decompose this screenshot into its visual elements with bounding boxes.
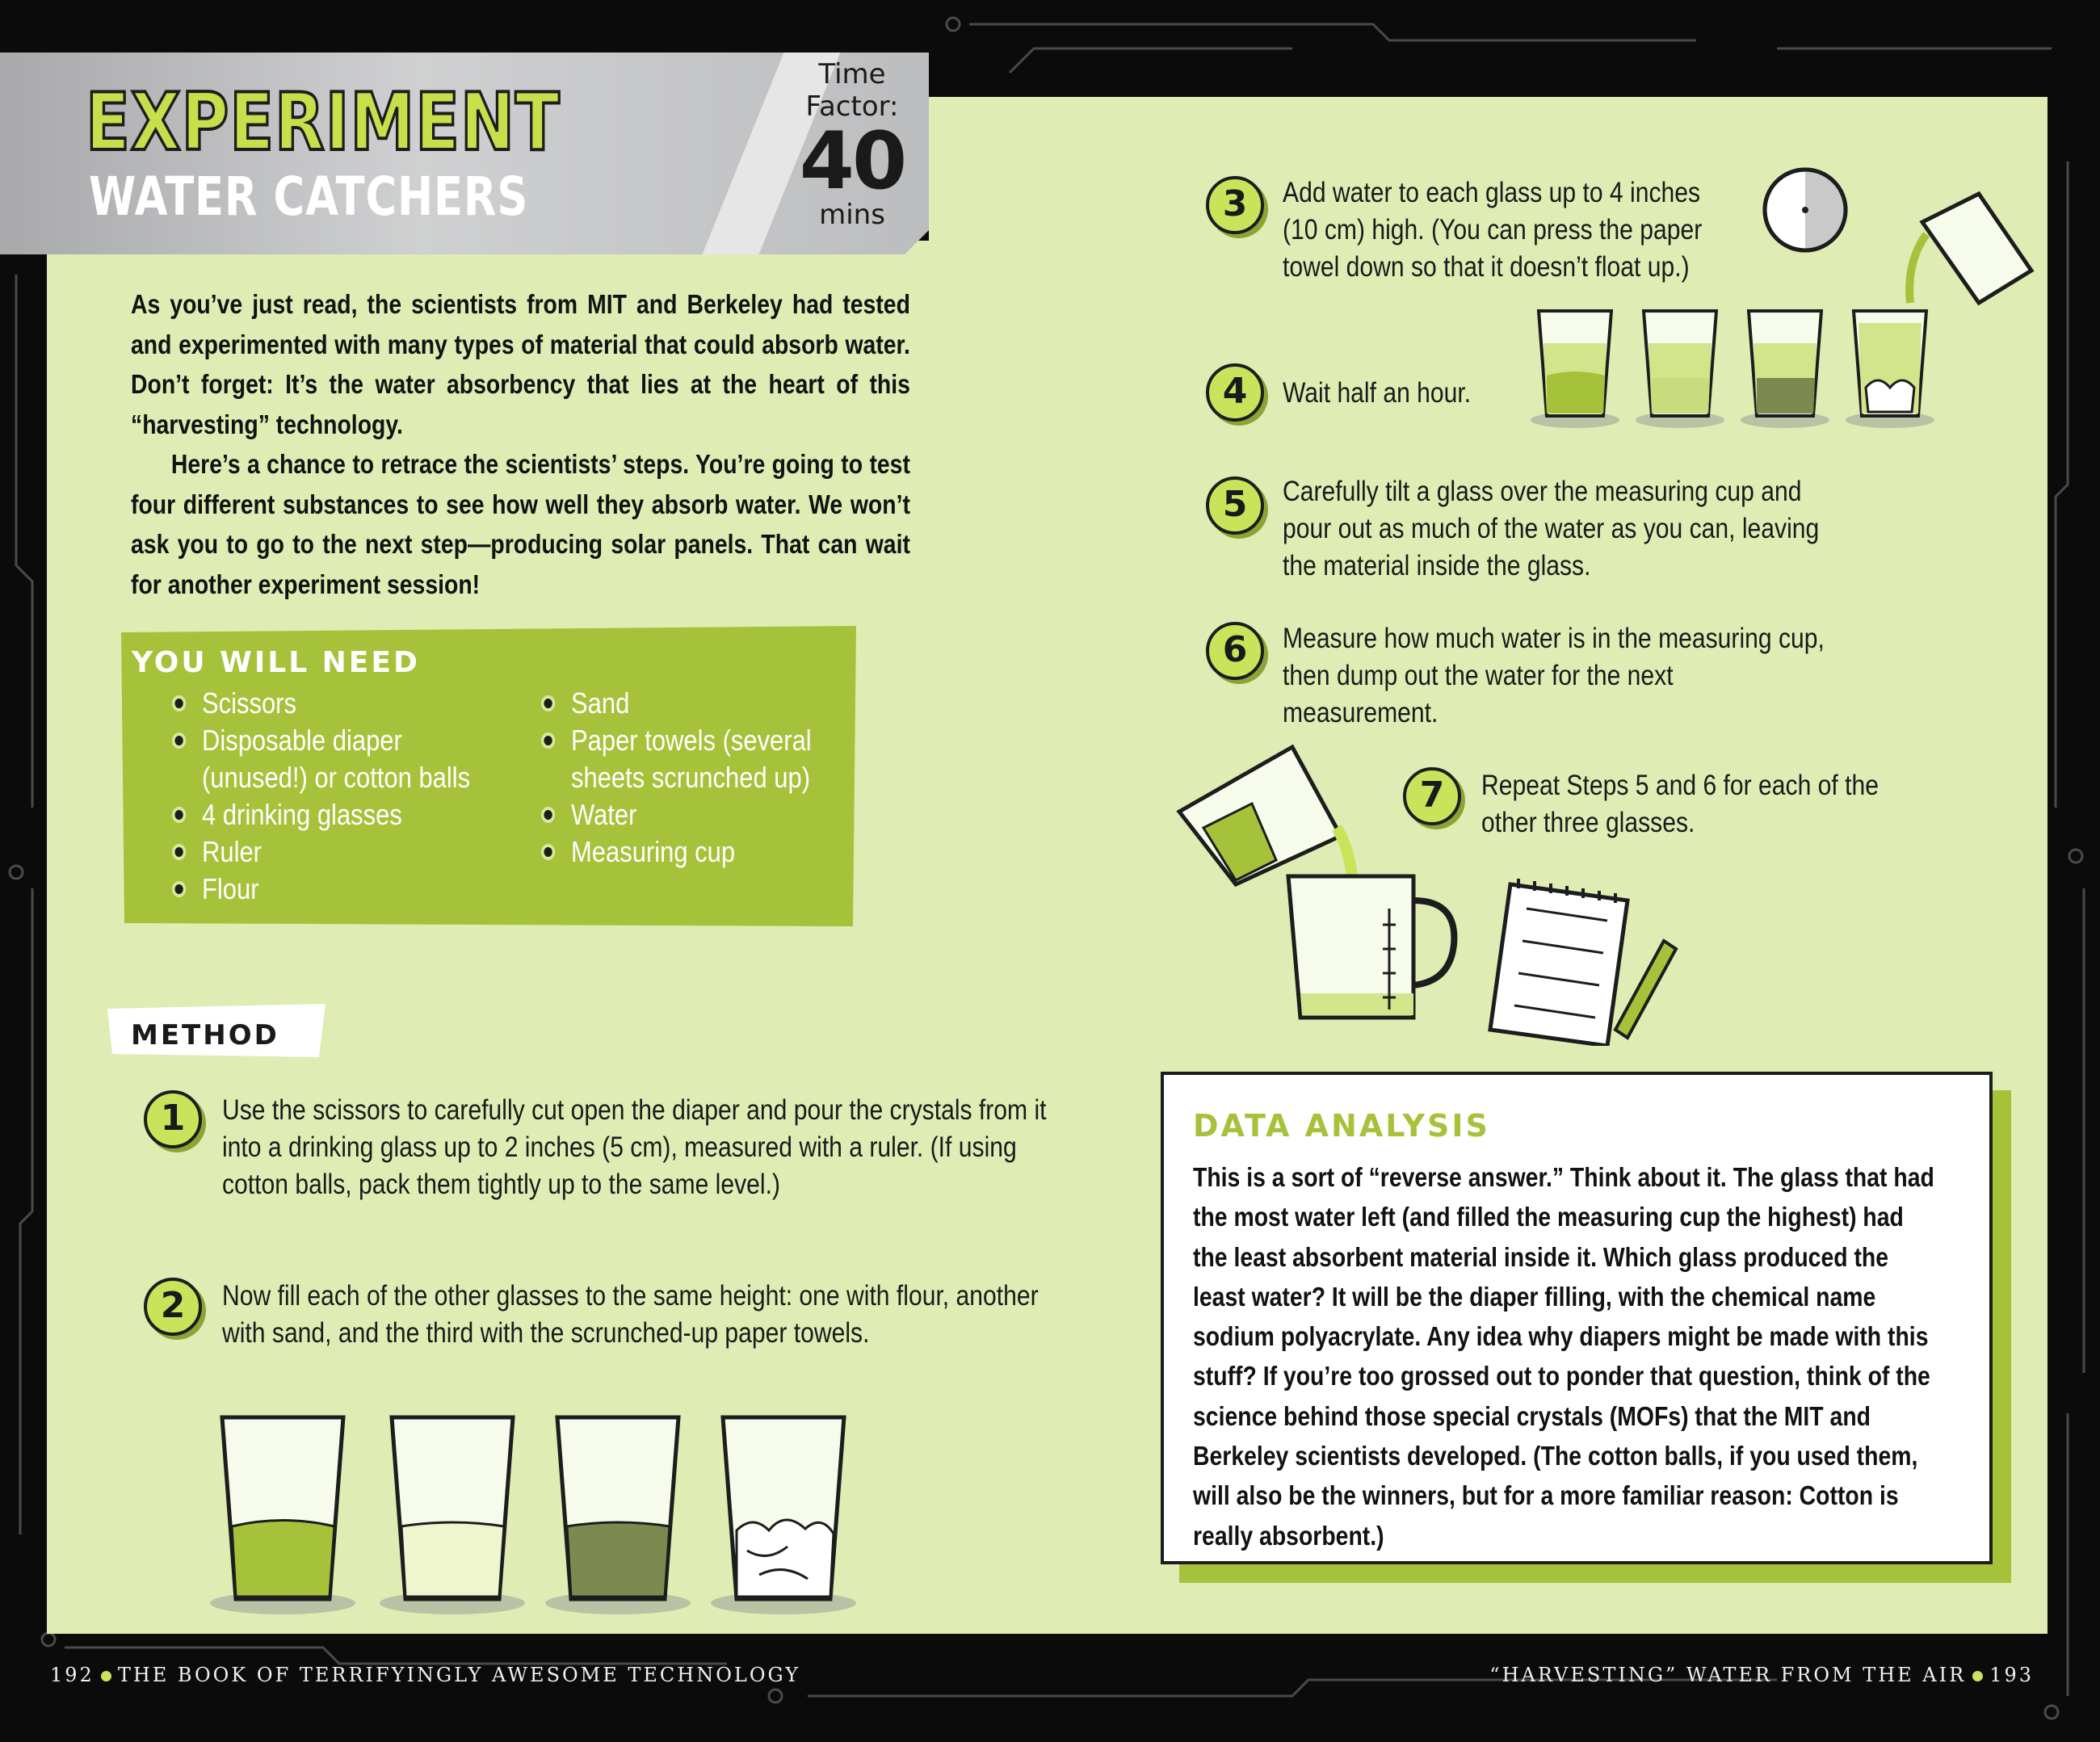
step-6-number: 6: [1206, 622, 1264, 680]
supply-item: Measuring cup: [571, 833, 812, 871]
water-glass-4: [1846, 311, 1934, 428]
bullet-icon: [172, 844, 186, 860]
page-number-left: 192: [50, 1664, 94, 1686]
footer-dot-icon: [1972, 1671, 1983, 1681]
water-glass-2: [1636, 311, 1724, 428]
supply-item: Paper towels (several: [571, 722, 812, 759]
step-4-text: Wait half an hour.: [1283, 377, 1472, 409]
time-factor-box: [788, 58, 917, 244]
intro-paragraph-2: Here’s a chance to retrace the scientists’ steps. You’re going to test four different substances to see how well they absorb water. We won’t ask you to go to the next step—producing solar panels. That can wait for another experiment session!: [131, 449, 910, 599]
bullet-icon: [172, 881, 186, 897]
supply-item: Sand: [571, 685, 812, 722]
water-glass-1: [1531, 311, 1619, 428]
footer-left: [50, 1664, 800, 1686]
supply-item-continued: (unused!) or cotton balls: [202, 761, 471, 794]
time-unit: mins: [819, 199, 885, 231]
bullet-icon: [172, 732, 186, 749]
step-3-text: Add water to each glass up to 4 inches (10 cm) high. (You can press the paper towel down so that it doesn’t float up.): [1283, 177, 1703, 283]
supply-item-continued: sheets scrunched up): [571, 761, 811, 794]
supply-item: Scissors: [202, 685, 470, 722]
step-7-number: 7: [1403, 767, 1461, 825]
experiment-subtitle: WATER CATCHERS: [89, 166, 529, 228]
time-label: Time: [818, 58, 886, 90]
pouring-jug-icon: [1909, 194, 2031, 303]
supply-item: Flour: [202, 871, 470, 908]
step-1-number: 1: [144, 1090, 202, 1148]
method-title: METHOD: [131, 1019, 279, 1051]
time-value: 40: [799, 115, 905, 208]
four-glasses-illustration: [210, 1409, 856, 1623]
footer-right: [1489, 1664, 2034, 1686]
supplies-list-left: [202, 685, 514, 908]
water-glasses-illustration: [1527, 166, 2043, 432]
factor-label: Factor:: [805, 90, 899, 123]
pen-icon: [1615, 941, 1676, 1038]
supply-item: 4 drinking glasses: [202, 796, 470, 833]
glass-diaper-crystals: [210, 1417, 355, 1614]
notepad-icon: [1490, 879, 1628, 1046]
bullet-icon: [541, 695, 555, 711]
water-glass-3: [1741, 311, 1829, 428]
experiment-title: EXPERIMENT: [86, 77, 561, 169]
glass-flour: [380, 1417, 525, 1614]
bullet-icon: [541, 732, 555, 749]
intro-paragraph-1: As you’ve just read, the scientists from MIT and Berkeley had tested and experimented with many types of material that could absorb water. Don’t forget: It’s the water absorbency that lies at the heart of this “harvesting” technology.: [131, 289, 910, 439]
bullet-icon: [541, 807, 555, 823]
measuring-illustration: [1171, 739, 1696, 1046]
data-analysis-text: This is a sort of “reverse answer.” Think about it. The glass that had the most water left (and filled the measuring cup the highest) had the least absorbent material inside it. Which glass produced the least water? It will be the diaper filling, with the chemical name sodium polyacrylate. Any idea why diapers might be made with this stuff? If you’re too grossed out to ponder that question, think of the science behind those special crystals (MOFs) that the MIT and Berkeley scientists developed. (The cotton balls, if you used them, will also be the winners, but for a more familiar reason: Cotton is really absorbent.): [1193, 1162, 1934, 1551]
step-4-number: 4: [1206, 363, 1264, 422]
bullet-icon: [172, 807, 186, 823]
step-7-text: Repeat Steps 5 and 6 for each of the other three glasses.: [1481, 770, 1879, 838]
you-will-need-title: YOU WILL NEED: [132, 646, 420, 679]
supply-item: Water: [571, 796, 812, 833]
step-5-text: Carefully tilt a glass over the measuring cup and pour out as much of the water as you can, leaving the material inside the glass.: [1283, 476, 1820, 581]
supply-item: Disposable diaper: [202, 722, 470, 759]
step-3-number: 3: [1206, 176, 1264, 234]
clock-icon: [1765, 170, 1846, 250]
step-2-number: 2: [144, 1278, 202, 1336]
chapter-title: “HARVESTING” WATER FROM THE AIR: [1489, 1664, 1967, 1686]
bullet-icon: [172, 695, 186, 711]
data-analysis-title: DATA ANALYSIS: [1193, 1108, 1490, 1144]
supply-item: Ruler: [202, 833, 470, 871]
page-number-right: 193: [1989, 1664, 2034, 1686]
book-title: THE BOOK OF TERRIFYINGLY AWESOME TECHNOLOGY: [117, 1664, 801, 1686]
glass-paper-towels: [711, 1417, 856, 1614]
step-1-text: Use the scissors to carefully cut open the diaper and pour the crystals from it into a drinking glass up to 2 inches (5 cm), measured with a ruler. (If using cotton balls, pack them tightly up to the same level.): [222, 1094, 1047, 1200]
step-6-text: Measure how much water is in the measuring cup, then dump out the water for the next measurement.: [1283, 623, 1825, 728]
step-2-text: Now fill each of the other glasses to the same height: one with flour, another with sand, and the third with the scrunched-up paper towels.: [222, 1280, 1039, 1349]
measuring-cup-icon: [1288, 876, 1454, 1018]
glass-sand: [545, 1417, 691, 1614]
footer-dot-icon: [101, 1671, 111, 1681]
step-5-number: 5: [1206, 476, 1264, 535]
bullet-icon: [541, 844, 555, 860]
supplies-list-right: [571, 685, 850, 871]
